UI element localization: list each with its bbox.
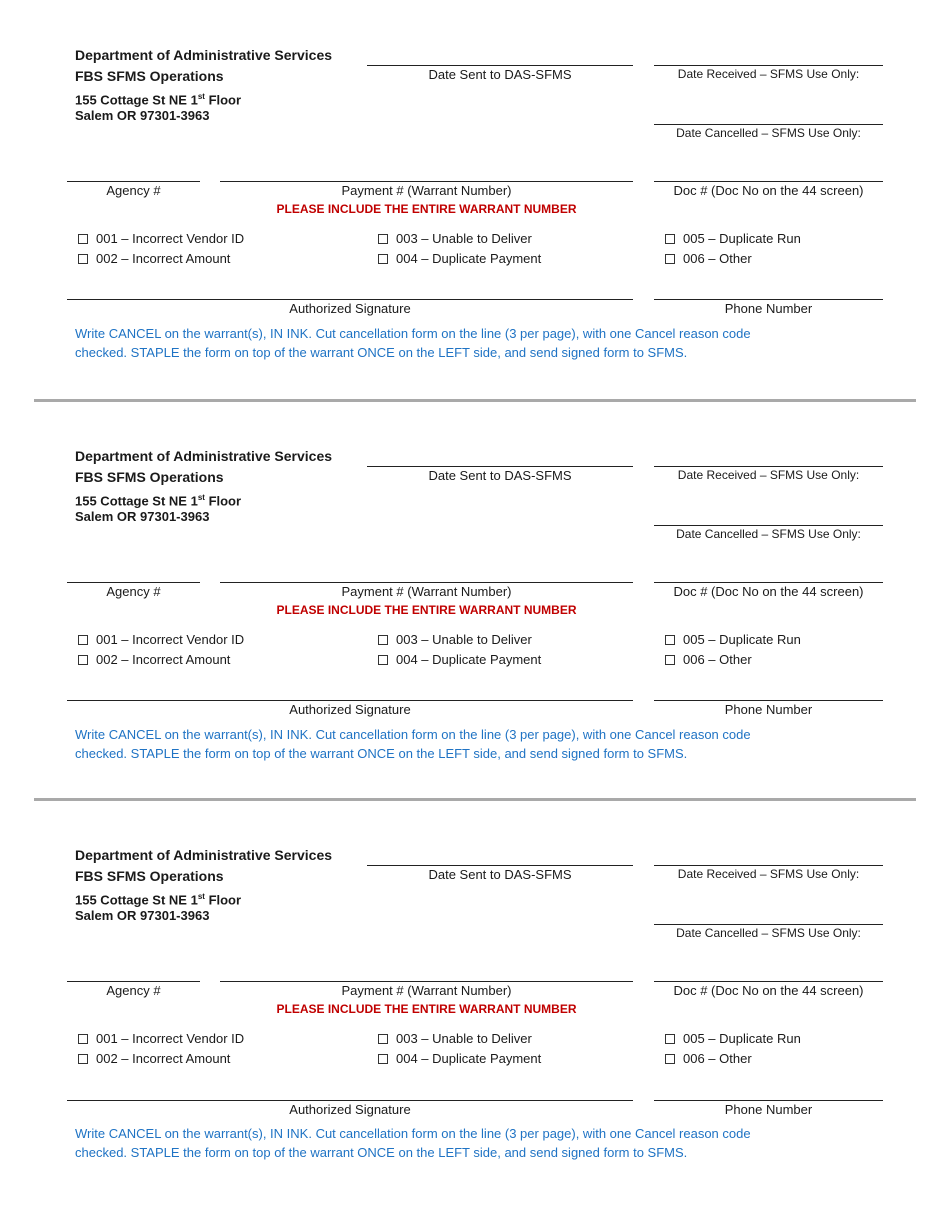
reason-label: 003 – Unable to Deliver (396, 632, 532, 647)
checkbox-icon (78, 1034, 88, 1044)
phone-field[interactable] (654, 1100, 883, 1101)
phone-field[interactable] (654, 299, 883, 300)
checkbox-icon (665, 254, 675, 264)
instructions-line-1: Write CANCEL on the warrant(s), IN INK. Cut cancellation form on the line (3 per page), with one Cancel reason code (75, 727, 751, 742)
checkbox-icon (78, 254, 88, 264)
reason-006-checkbox[interactable] (665, 251, 752, 266)
checkbox-icon (378, 1034, 388, 1044)
checkbox-icon (665, 655, 675, 665)
reason-label: 006 – Other (683, 1051, 752, 1066)
reason-005-checkbox[interactable] (665, 1031, 801, 1046)
checkbox-icon (665, 635, 675, 645)
date-received-label: Date Received – SFMS Use Only: (677, 67, 860, 81)
reason-label: 004 – Duplicate Payment (396, 1051, 542, 1066)
org-address-street: 155 Cottage St NE 1st Floor (75, 892, 242, 908)
payment-field[interactable] (220, 981, 633, 982)
reason-label: 005 – Duplicate Run (683, 231, 801, 246)
reason-001-checkbox[interactable] (78, 1031, 244, 1046)
reason-004-checkbox[interactable] (378, 652, 541, 667)
agency-field[interactable] (67, 181, 200, 182)
reason-label: 004 – Duplicate Payment (396, 652, 542, 667)
instructions-line-2: checked. STAPLE the form on top of the warrant ONCE on the LEFT side, and send signed form to SFMS. (75, 345, 688, 360)
instructions-line-1: Write CANCEL on the warrant(s), IN INK. Cut cancellation form on the line (3 per page), with one Cancel reason code (75, 326, 751, 341)
checkbox-icon (378, 655, 388, 665)
date-cancelled-field[interactable] (654, 924, 883, 925)
date-sent-label: Date Sent to DAS-SFMS (428, 468, 572, 483)
date-sent-label: Date Sent to DAS-SFMS (428, 867, 572, 882)
agency-field[interactable] (67, 981, 200, 982)
checkbox-icon (665, 1034, 675, 1044)
checkbox-icon (665, 1054, 675, 1064)
signature-field[interactable] (67, 299, 633, 300)
org-address-city: Salem OR 97301-3963 (75, 108, 210, 123)
phone-label: Phone Number (724, 1102, 813, 1117)
payment-label: Payment # (Warrant Number) (341, 983, 512, 998)
payment-field[interactable] (220, 582, 633, 583)
checkbox-icon (378, 1054, 388, 1064)
date-cancelled-field[interactable] (654, 124, 883, 125)
instructions-line-2: checked. STAPLE the form on top of the warrant ONCE on the LEFT side, and send signed form to SFMS. (75, 1145, 688, 1160)
org-unit: FBS SFMS Operations (75, 868, 224, 884)
reason-002-checkbox[interactable] (78, 652, 230, 667)
doc-label: Doc # (Doc No on the 44 screen) (673, 983, 864, 998)
date-cancelled-label: Date Cancelled – SFMS Use Only: (676, 527, 861, 541)
checkbox-icon (78, 635, 88, 645)
date-received-field[interactable] (654, 466, 883, 467)
payment-warning: PLEASE INCLUDE THE ENTIRE WARRANT NUMBER (276, 603, 577, 617)
reason-label: 006 – Other (683, 251, 752, 266)
date-sent-label: Date Sent to DAS-SFMS (428, 67, 572, 82)
doc-label: Doc # (Doc No on the 44 screen) (673, 183, 864, 198)
reason-005-checkbox[interactable] (665, 632, 801, 647)
phone-label: Phone Number (724, 301, 813, 316)
phone-field[interactable] (654, 700, 883, 701)
checkbox-icon (78, 1054, 88, 1064)
reason-label: 001 – Incorrect Vendor ID (96, 1031, 245, 1046)
org-address-street: 155 Cottage St NE 1st Floor (75, 92, 242, 108)
date-cancelled-label: Date Cancelled – SFMS Use Only: (676, 126, 861, 140)
reason-label: 003 – Unable to Deliver (396, 231, 532, 246)
reason-label: 002 – Incorrect Amount (96, 652, 231, 667)
signature-label: Authorized Signature (289, 702, 411, 717)
org-address-street: 155 Cottage St NE 1st Floor (75, 493, 242, 509)
checkbox-icon (378, 635, 388, 645)
org-unit: FBS SFMS Operations (75, 68, 224, 84)
reason-label: 003 – Unable to Deliver (396, 1031, 532, 1046)
checkbox-icon (665, 234, 675, 244)
instructions-line-1: Write CANCEL on the warrant(s), IN INK. Cut cancellation form on the line (3 per page), with one Cancel reason code (75, 1126, 751, 1141)
checkbox-icon (378, 234, 388, 244)
reason-label: 005 – Duplicate Run (683, 1031, 801, 1046)
cancellation-form-1 (0, 0, 950, 360)
cancellation-form-3 (0, 800, 950, 1160)
org-name: Department of Administrative Services (75, 47, 333, 63)
reason-004-checkbox[interactable] (378, 251, 541, 266)
date-received-field[interactable] (654, 865, 883, 866)
agency-label: Agency # (106, 983, 161, 998)
date-cancelled-label: Date Cancelled – SFMS Use Only: (676, 926, 861, 940)
phone-label: Phone Number (724, 702, 813, 717)
date-received-field[interactable] (654, 65, 883, 66)
org-name: Department of Administrative Services (75, 448, 333, 464)
checkbox-icon (78, 234, 88, 244)
instructions-line-2: checked. STAPLE the form on top of the warrant ONCE on the LEFT side, and send signed form to SFMS. (75, 746, 688, 761)
reason-002-checkbox[interactable] (78, 251, 230, 266)
org-unit: FBS SFMS Operations (75, 469, 224, 485)
reason-label: 001 – Incorrect Vendor ID (96, 632, 245, 647)
agency-label: Agency # (106, 584, 161, 599)
payment-field[interactable] (220, 181, 633, 182)
date-received-label: Date Received – SFMS Use Only: (677, 468, 860, 482)
reason-label: 002 – Incorrect Amount (96, 1051, 231, 1066)
doc-field[interactable] (654, 181, 883, 182)
doc-label: Doc # (Doc No on the 44 screen) (673, 584, 864, 599)
reason-label: 001 – Incorrect Vendor ID (96, 231, 245, 246)
cancellation-form-2 (0, 401, 950, 761)
reason-006-checkbox[interactable] (665, 1051, 752, 1066)
reason-label: 006 – Other (683, 652, 752, 667)
date-sent-field[interactable] (367, 865, 633, 866)
reason-005-checkbox[interactable] (665, 231, 801, 246)
doc-field[interactable] (654, 582, 883, 583)
reason-001-checkbox[interactable] (78, 231, 244, 246)
reason-004-checkbox[interactable] (378, 1051, 541, 1066)
payment-label: Payment # (Warrant Number) (341, 584, 512, 599)
signature-field[interactable] (67, 700, 633, 701)
signature-label: Authorized Signature (289, 301, 411, 316)
reason-003-checkbox[interactable] (378, 1031, 532, 1046)
reason-label: 005 – Duplicate Run (683, 632, 801, 647)
reason-label: 002 – Incorrect Amount (96, 251, 231, 266)
reason-001-checkbox[interactable] (78, 632, 244, 647)
payment-warning: PLEASE INCLUDE THE ENTIRE WARRANT NUMBER (276, 1002, 577, 1016)
reason-label: 004 – Duplicate Payment (396, 251, 542, 266)
date-sent-field[interactable] (367, 466, 633, 467)
date-sent-field[interactable] (367, 65, 633, 66)
agency-label: Agency # (106, 183, 161, 198)
date-received-label: Date Received – SFMS Use Only: (677, 867, 860, 881)
signature-field[interactable] (67, 1100, 633, 1101)
agency-field[interactable] (67, 582, 200, 583)
reason-006-checkbox[interactable] (665, 652, 752, 667)
reason-002-checkbox[interactable] (78, 1051, 230, 1066)
checkbox-icon (78, 655, 88, 665)
payment-label: Payment # (Warrant Number) (341, 183, 512, 198)
signature-label: Authorized Signature (289, 1102, 411, 1117)
reason-003-checkbox[interactable] (378, 632, 532, 647)
checkbox-icon (378, 254, 388, 264)
payment-warning: PLEASE INCLUDE THE ENTIRE WARRANT NUMBER (276, 202, 577, 216)
org-address-city: Salem OR 97301-3963 (75, 509, 210, 524)
date-cancelled-field[interactable] (654, 525, 883, 526)
reason-003-checkbox[interactable] (378, 231, 532, 246)
org-address-city: Salem OR 97301-3963 (75, 908, 210, 923)
org-name: Department of Administrative Services (75, 847, 333, 863)
doc-field[interactable] (654, 981, 883, 982)
